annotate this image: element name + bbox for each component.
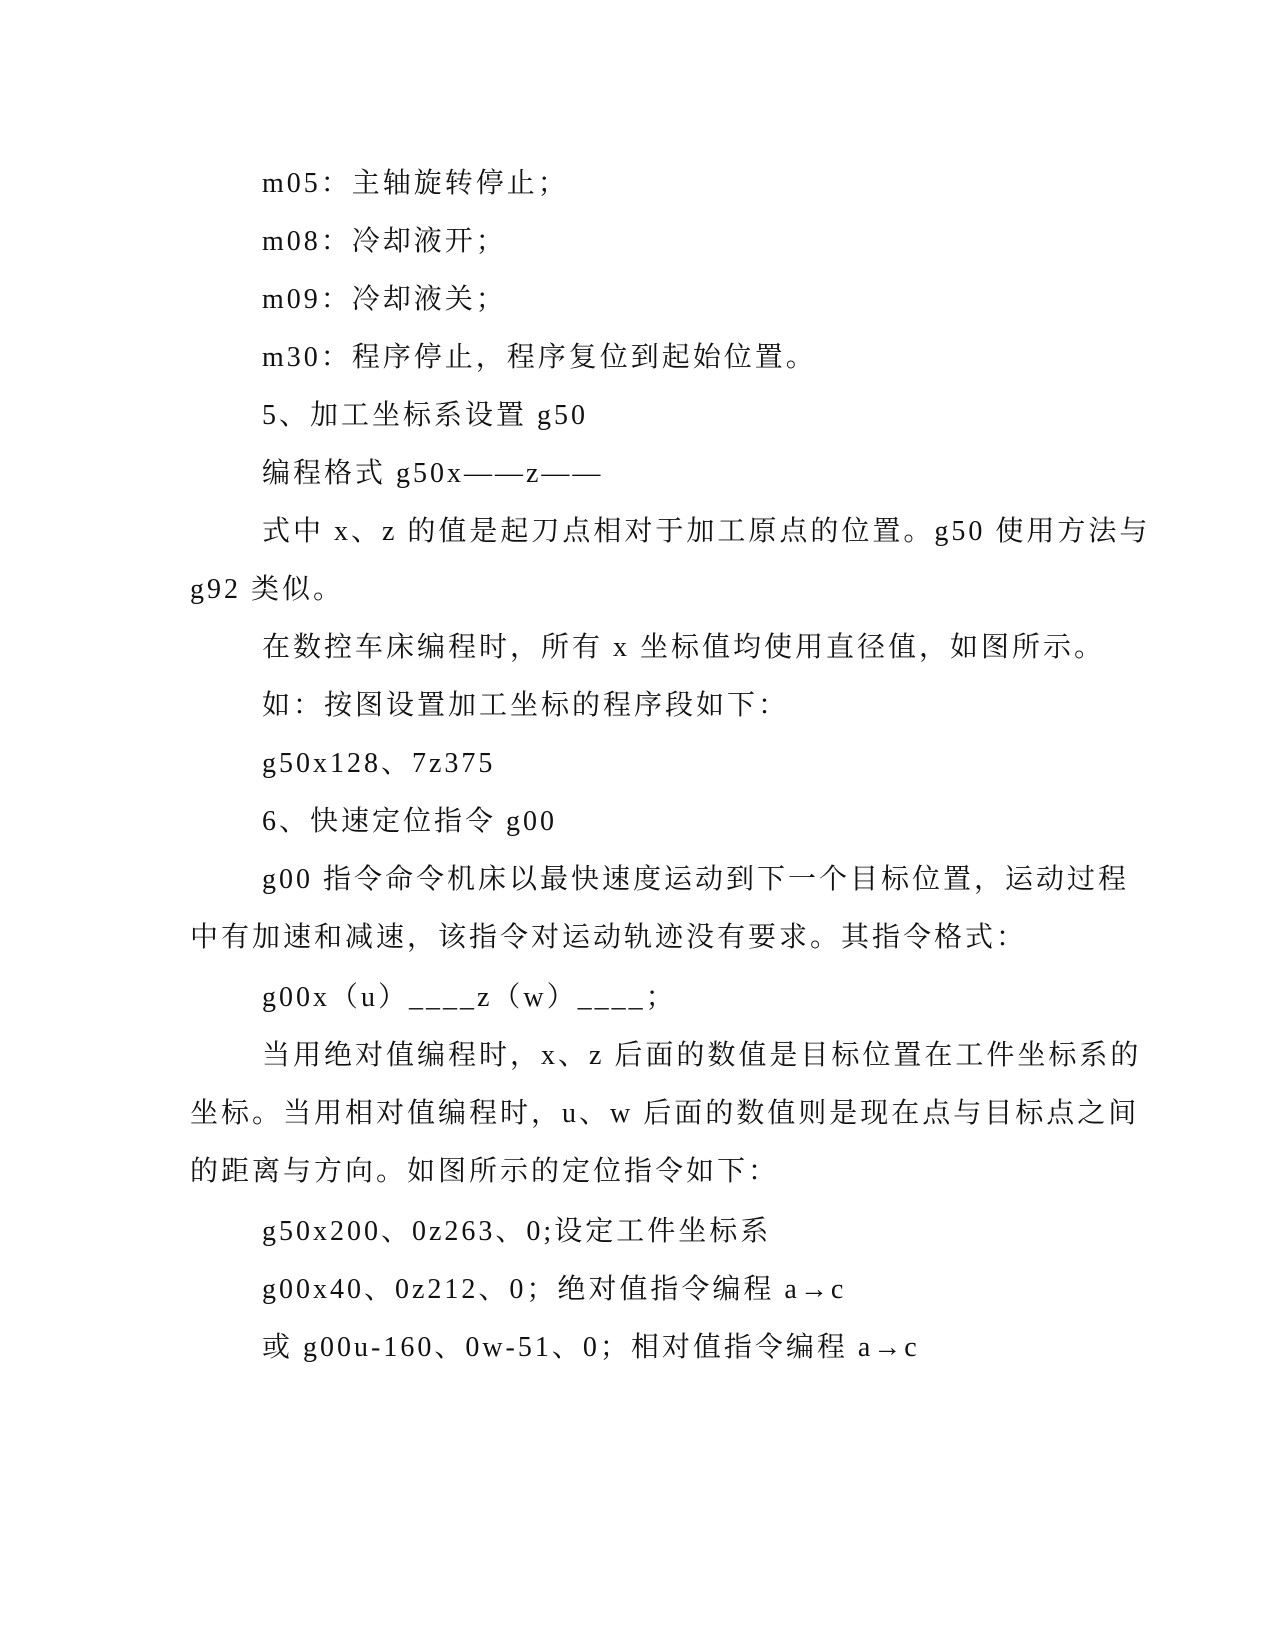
paragraph-line: 坐标。当用相对值编程时，u、w 后面的数值则是现在点与目标点之间	[190, 1098, 1140, 1129]
code-line: g50x128、7z375	[262, 748, 496, 779]
paragraph-line: 在数控车床编程时，所有 x 坐标值均使用直径值，如图所示。	[262, 632, 1106, 663]
paragraph-line: 的距离与方向。如图所示的定位指令如下：	[190, 1156, 780, 1187]
text-line-m09: m09：冷却液关；	[262, 284, 507, 315]
code-line: g50x200、0z263、0;设定工件坐标系	[262, 1216, 772, 1247]
paragraph-line: 当用绝对值编程时，x、z 后面的数值是目标位置在工件坐标系的	[262, 1040, 1142, 1071]
text-line-m30: m30：程序停止，程序复位到起始位置。	[262, 342, 817, 373]
text-line-g50-format: 编程格式 g50x——z——	[262, 458, 604, 489]
paragraph-line: g92 类似。	[190, 574, 345, 605]
paragraph-line: g00 指令命令机床以最快速度运动到下一个目标位置，运动过程	[262, 864, 1130, 895]
section-heading-g50: 5、加工坐标系设置 g50	[262, 400, 589, 431]
paragraph-line: 如：按图设置加工坐标的程序段如下：	[262, 690, 790, 721]
section-heading-g00: 6、快速定位指令 g00	[262, 806, 558, 837]
text-line-m08: m08：冷却液开；	[262, 226, 507, 257]
code-line: g00x（u）____z（w）____；	[262, 982, 677, 1013]
code-line: 或 g00u-160、0w-51、0；相对值指令编程 a→c	[262, 1332, 920, 1363]
code-line: g00x40、0z212、0；绝对值指令编程 a→c	[262, 1274, 847, 1305]
paragraph-line: 式中 x、z 的值是起刀点相对于加工原点的位置。g50 使用方法与	[262, 516, 1151, 547]
paragraph-line: 中有加速和减速，该指令对运动轨迹没有要求。其指令格式：	[190, 922, 1028, 953]
text-line-m05: m05：主轴旋转停止；	[262, 168, 569, 199]
